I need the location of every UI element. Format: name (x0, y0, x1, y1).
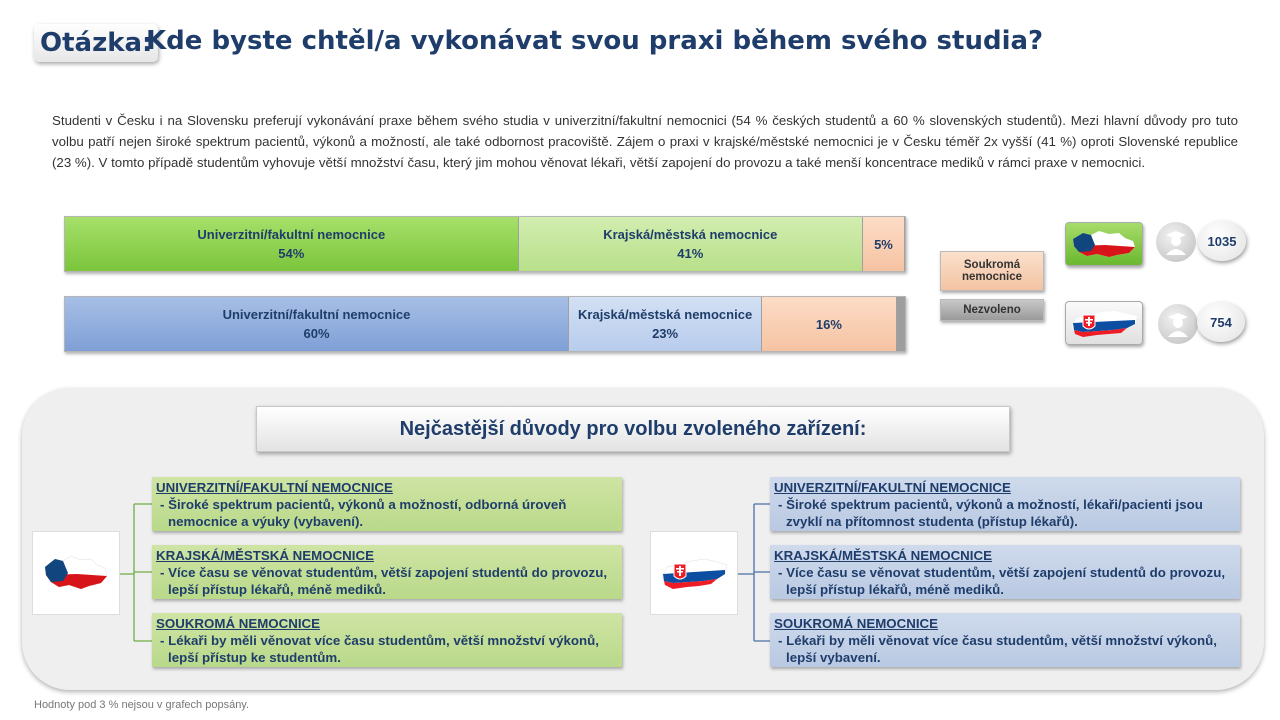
legend-nezvoleno: Nezvoleno (940, 299, 1044, 321)
reason-heading: KRAJSKÁ/MĚSTSKÁ NEMOCNICE (156, 548, 374, 563)
czech-map-box (32, 531, 120, 615)
reason-heading: UNIVERZITNÍ/FAKULTNÍ NEMOCNICE (774, 480, 1011, 495)
reason-sk-uni (770, 477, 1240, 531)
reason-text: - Široké spektrum pacientů, výkonů a možností, lékaři/pacienti jsou zvyklí na přítomnost studenta (přístup lékařů). (778, 497, 1203, 529)
slovak-map-box (650, 531, 738, 615)
reason-heading: UNIVERZITNÍ/FAKULTNÍ NEMOCNICE (156, 480, 393, 495)
slovak-map-icon (659, 553, 729, 593)
reason-heading: KRAJSKÁ/MĚSTSKÁ NEMOCNICE (774, 548, 992, 563)
bar-segment-label: Krajská/městská nemocnice (578, 307, 753, 322)
bar-value-label: 41% (677, 246, 704, 261)
respondents-count-cz: 1035 (1198, 221, 1246, 261)
bar-value-label: 23% (652, 326, 679, 341)
reason-cz-soukroma (152, 613, 622, 667)
respondents-count-sk: 754 (1197, 302, 1245, 342)
reason-heading: SOUKROMÁ NEMOCNICE (156, 616, 320, 631)
title-prefix: Otázka: (40, 28, 153, 58)
bar-value-label: 16% (815, 316, 842, 332)
reason-text: - Více času se věnovat studentům, větší zapojení studentů do provozu, lepší přístup lékařů, méně mediků. (778, 565, 1226, 597)
legend-soukroma: Soukromá nemocnice (940, 251, 1044, 291)
bar-segment-label: Krajská/městská nemocnice (603, 227, 778, 242)
reason-sk-kraj (770, 545, 1240, 599)
bar-value-label: 60% (303, 326, 330, 341)
bar-segment-label: Univerzitní/fakultní nemocnice (197, 227, 386, 242)
bar-value-label: 5% (874, 236, 893, 252)
reason-text: - Lékaři by měli věnovat více času studentům, větší množství výkonů, lepší přístup ke studentům. (160, 633, 599, 665)
reason-text: - Více času se věnovat studentům, větší zapojení studentů do provozu, lepší přístup lékařů, méně mediků. (160, 565, 608, 597)
reason-text: - Široké spektrum pacientů, výkonů a možností, odborná úroveň nemocnice a výuky (vybavení). (160, 497, 567, 529)
reason-cz-uni (152, 477, 622, 531)
page-title: Kde byste chtěl/a vykonávat svou praxi během svého studia? (146, 26, 1044, 56)
intro-text: Studenti v Česku i na Slovensku preferují vykonávání praxe během svého studia v univerzitní/fakultní nemocnici (54 % českých studentů a 60 % slovenských studentů). Mezi hlavní důvody pro tuto volbu patří nejen široké spektrum pacientů, výkonů a možností, ale také odbornost pracoviště. Zájem o praxi v krajské/městské nemocnici je v Česku téměř 2x vyšší (41 %) oproti Slovenské republice (23 %). V tomto případě studentům vyhovuje větší množství času, který jim mohou věnovat lékaři, větší zapojení do provozu a také menší koncentrace mediků v rámci praxe v nemocnici. (52, 113, 1238, 170)
bar-segment-label: Univerzitní/fakultní nemocnice (222, 307, 411, 322)
reason-text: - Lékaři by měli věnovat více času studentům, větší množství výkonů, lepší vybavení. (778, 633, 1217, 665)
reason-cz-kraj (152, 545, 622, 599)
footnote: Hodnoty pod 3 % nejsou v grafech popsány. (34, 699, 250, 711)
bar-value-label: 54% (278, 246, 305, 261)
reasons-title: Nejčastější důvody pro volbu zvoleného zařízení: (256, 406, 1010, 452)
czech-map-icon (41, 551, 111, 595)
reason-sk-soukroma (770, 613, 1240, 667)
reason-heading: SOUKROMÁ NEMOCNICE (774, 616, 938, 631)
